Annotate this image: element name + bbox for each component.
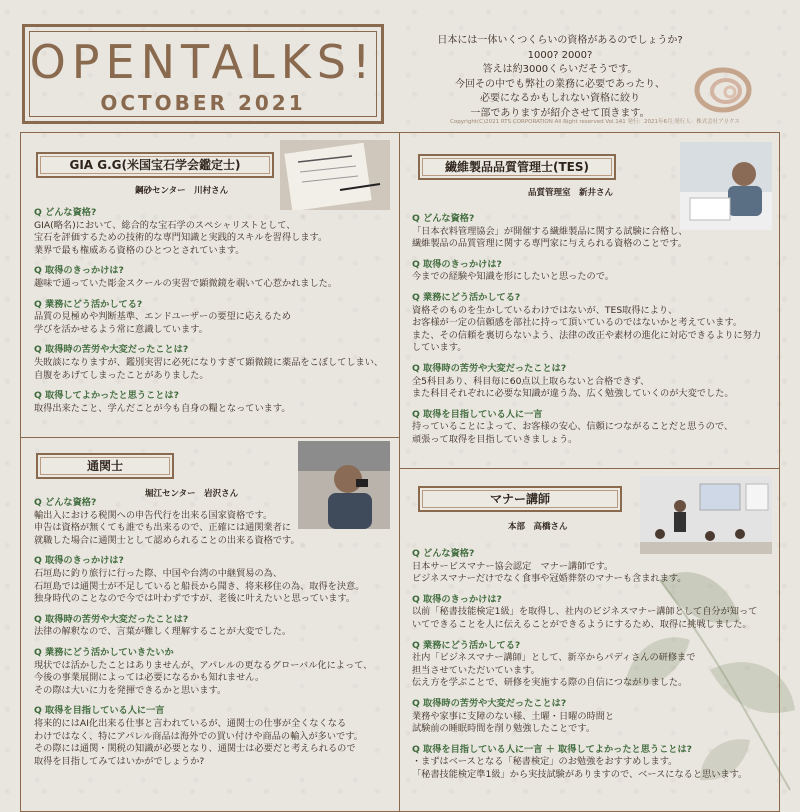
answer-line: 今後の事業展開によっては必要になるかも知れません。 [34,672,265,684]
section-header-tes [418,154,616,180]
answer-line: しています。 [412,342,467,354]
section-title: 通関士 [86,459,123,473]
answer-line: 以前「秘書技能検定1級」を取得し、社内のビジネスマナー講師として自分が知って [412,606,758,618]
answer-line: 業務や家事に支障のない様、土曜・日曜の時間と [412,710,615,722]
qa-list-tsukan [34,497,372,768]
answer-line: 今までの経験や知識を形にしたいと思ったので。 [412,271,614,283]
answer-line: 資格そのものを生かしているわけではないが、TES取得により、 [412,304,678,316]
question: Q 業務にどう活かしてる? [412,291,521,303]
qa-list-tes [412,213,761,447]
question: Q 取得のきっかけは? [34,265,124,277]
answer-line: お客様が一定の信頼感を部社に持って頂いているのではないかと考えています。 [412,317,743,329]
answer-line: 自腹をあげてしまったことがありました。 [34,369,209,381]
masthead-subtitle: OCTOBER 2021 [100,91,306,115]
answer-line: 全5科目あり、科目毎に60点以上取らないと合格できず、 [412,375,650,387]
intro-line: 1000? 2000? [527,49,593,61]
question: Q 業務にどう活かしてる? [34,298,143,310]
answer-line: 担当させていただいています。 [412,664,540,676]
answer-line: 失敗談になりますが、鑑別実習に必死になりすぎて顕微鏡に薬品をこぼしてしまい、 [34,356,384,368]
question: Q 業務にどう活かしていきたいか [34,646,174,658]
left-row-divider [20,437,400,438]
intro-line: 一部でありますが紹介させて頂きます。 [470,107,650,119]
answer-line: 就職した場合に通関士として認められることの出来る資格です。 [34,534,300,546]
answer-line: 輸出入における税関への申告代行を出来る国家資格です。 [34,509,273,521]
section-header-gia [36,152,274,178]
answer-line: 取得出来たこと、学んだことが今も自身の糧となっています。 [34,402,291,414]
answer-line: 石垣島に釣り旅行に行った際、中国や台湾の中継貿易の為、 [34,567,283,579]
person-name: 本部 高橋さん [508,522,568,532]
question: Q どんな資格? [34,207,97,218]
answer-line: その際には通関・関税の知識が必要となり、通関士は必要だと考えられるので [34,743,356,755]
answer-line: ビジネスマナーだけでなく食事や冠婚葬祭のマナーも含まれます。 [412,573,687,585]
qa-list-manner [412,548,757,782]
answer-line: 申告は資格が無くても誰でも出来るので、正確には通関業者に [34,522,292,534]
answer-line: 法律の解釈なので、言葉が難しく理解することが大変でした。 [34,626,292,638]
intro-line: 今回その中でも弊社の業務に必要であったり、 [455,78,665,90]
section-header-tsukan [36,453,174,479]
question: Q 取得してよかったと思うことは? [34,390,179,402]
answer-line: 伝え方を学ぶことで、研修を実施する際の自信につながりました。 [412,677,688,689]
person-name: 堀江センター 岩沢さん [145,489,239,499]
section-title: GIA G.G(米国宝石学会鑑定士) [69,158,241,172]
answer-line: 社内「ビジネスマナー講師」として、新卒からパディさんの研修まで [412,652,696,664]
answer-line: 持っていることによって、お客様の安心、信頼につながることだと思うので、 [412,421,734,433]
intro-line: 必要になるかもしれない資格に絞り [480,93,640,104]
section-title: 繊維製品品質管理士(TES) [445,160,589,174]
answer-line: 日本サービスマナー協会認定 マナー講師です。 [412,560,614,572]
answer-line: また科目それぞれに必要な知識が違う為、広く勉強していくのが大変でした。 [412,388,734,400]
answer-line: 業界で最も権威ある資格のひとつとされています。 [34,244,245,256]
question: Q どんな資格? [412,213,475,224]
section-header-inner-border [422,158,612,176]
question: Q 取得時の苦労や大変だったことは? [34,344,189,356]
question: Q 取得のきっかけは? [34,555,124,567]
answer-line: 「秘書技能検定準1級」から実技試験がありますので、ベースになると思います。 [412,768,748,780]
answer-line: また、その信頼を裏切らないよう、法律の改正や素材の進化に対応できるよりに努力 [412,329,762,341]
question: Q 取得を目指している人に一言 [412,408,543,420]
right-row-divider [400,468,780,469]
intro-line: 日本には一体いくつくらいの資格があるのでしょうか? [437,35,683,46]
answer-line: 独身時代のことなので今では叶わずですが、老後に叶えたいと思っています。 [34,593,356,605]
masthead [22,24,384,124]
section-header-manner [418,486,622,512]
question: Q 取得を目指している人に一言 [34,705,165,717]
company-logo-icon [690,60,760,120]
answer-line: 宝石を評価するための技術的な専門知識と実践的スキルを習得します。 [34,232,328,244]
column-divider [399,132,400,812]
question: Q 取得のきっかけは? [412,593,502,605]
answer-line: GIA(略名)において、総合的な宝石学のスペシャリストとして、 [34,219,296,231]
question: Q どんな資格? [34,497,97,508]
question: Q 取得を目指している人に一言 ＋ 取得してよかったと思うことは? [412,743,692,755]
qa-list-gia [34,207,383,415]
answer-line: 現状では活かしたことはありませんが、アパレルの更なるグローバル化によって、 [34,659,373,671]
intro-text [410,34,710,121]
answer-line: 試験前の睡眠時間を削り勉強したことです。 [412,723,596,735]
seminar-image-icon [640,476,772,554]
answer-line: 繊維製品の品質管理に関する専門家に与えられる資格のことです。 [412,238,687,250]
certificate-image-icon [280,140,390,210]
answer-line: 品質の見極めや判断基準、エンドユーザーの要望に応えるため [34,311,291,323]
answer-line: 趣味で通っていた彫金スクールの実習で顕微鏡を覗いて心惹かれました。 [34,277,338,289]
question: Q どんな資格? [412,548,475,559]
question: Q 取得のきっかけは? [412,258,502,270]
answer-line: 学びを活かせるよう常に意識しています。 [34,323,208,335]
answer-line: わけではなく、特にアパレル商品は海外での買い付けや商品の輸入が多いです。 [34,730,363,742]
section-header-inner-border [40,457,170,475]
question: Q 取得時の苦労や大変だったことは? [412,362,567,374]
question: Q 業務にどう活かしてる? [412,639,521,651]
masthead-title: OPENTALKS! [29,35,377,89]
seminar-photo [640,476,772,554]
answer-line: その際は大いに力を発揮できるかと思います。 [34,684,227,696]
answer-line: ・まずはベースとなる「秘書検定」のお勉強をおすすめします。 [412,756,678,768]
question: Q 取得時の苦労や大変だったことは? [412,697,567,709]
certificate-photo [280,140,390,210]
answer-line: 取得を目指してみてはいかがでしょうか? [34,755,205,767]
person-name: 品質管理室 新井さん [528,188,614,198]
answer-line: 頑張って取得を目指していきましょう。 [412,433,578,445]
copyright-line: Copyright(C)2021 RTS CORPORATION All Right reserved Vol.141 発行：2021年6月 発行人：株式会社アリクス [450,119,740,125]
answer-line: 「日本衣料管理協会」が開催する繊維製品に関する試験に合格し、 [412,225,688,237]
section-header-inner-border [40,156,270,174]
answer-line: いてできることを人に伝えることができるようにするため、取得に挑戦しました。 [412,618,752,630]
question: Q 取得時の苦労や大変だったことは? [34,613,189,625]
answer-line: 石垣島では通関士が不足していると船長から聞き、将来移住の為、取得を決意。 [34,580,365,592]
section-header-inner-border [422,490,618,508]
section-title: マナー講師 [489,492,550,506]
person-name: 鋼砂センター 川村さん [135,186,229,196]
answer-line: 将来的にはAI化出来る仕事と言われているが、通関士の仕事が全くなくなる [34,717,347,729]
intro-line: 答えは約3000くらいだそうです。 [482,64,638,75]
